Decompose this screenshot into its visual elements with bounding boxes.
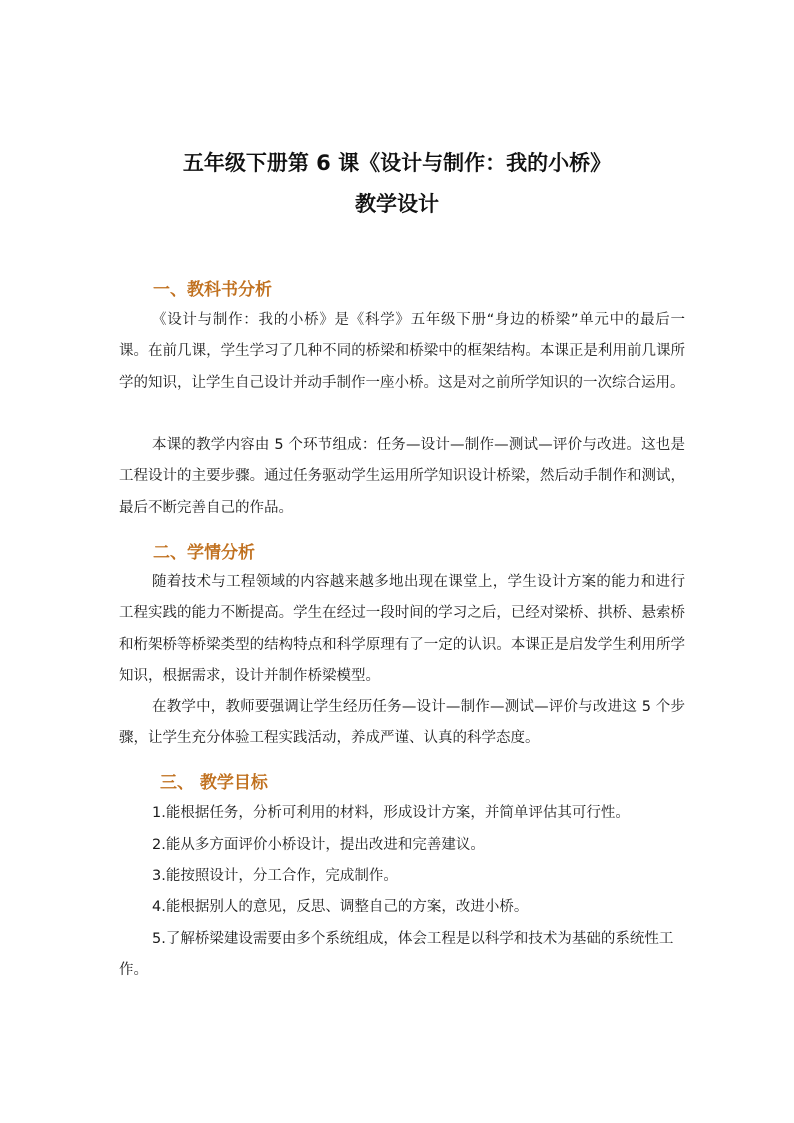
section-heading-textbook-analysis: 一、教科书分析	[153, 280, 272, 300]
section-heading-teaching-goals: 三、 教学目标	[160, 773, 268, 793]
paragraph: 本课的教学内容由 5 个环节组成：任务—设计—制作—测试—评价与改进。这也是工程设计的主要步骤。通过任务驱动学生运用所学知识设计桥梁，然后动手制作和测试，最后不断完善自己的作品。	[119, 437, 685, 516]
paragraph: 在教学中，教师要强调让学生经历任务—设计—制作—测试—评价与改进这 5 个步骤，让学生充分体验工程实践活动，养成严谨、认真的科学态度。	[119, 699, 685, 747]
goal-item: 1.能根据任务，分析可利用的材料，形成设计方案，并简单评估其可行性。	[152, 805, 630, 821]
document-title: 五年级下册第 6 课《设计与制作：我的小桥》	[182, 151, 612, 175]
section-heading-student-analysis: 二、学情分析	[153, 543, 255, 563]
paragraph: 《设计与制作：我的小桥》是《科学》五年级下册“身边的桥梁”单元中的最后一课。在前几课，学生学习了几种不同的桥梁和桥梁中的框架结构。本课正是利用前几课所学的知识，让学生自己设计并动手制作一座小桥。这是对之前所学知识的一次综合运用。	[119, 312, 685, 391]
document-subtitle: 教学设计	[355, 192, 439, 216]
goal-item: 5.了解桥梁建设需要由多个系统组成，体会工程是以科学和技术为基础的系统性工作。	[119, 931, 674, 979]
goal-item: 4.能根据别人的意见，反思、调整自己的方案，改进小桥。	[152, 899, 529, 915]
goal-item: 3.能按照设计，分工合作，完成制作。	[152, 868, 398, 884]
goal-item: 2.能从多方面评价小桥设计，提出改进和完善建议。	[152, 837, 485, 853]
paragraph: 随着技术与工程领域的内容越来越多地出现在课堂上，学生设计方案的能力和进行工程实践的能力不断提高。学生在经过一段时间的学习之后，已经对梁桥、拱桥、悬索桥和桁架桥等桥梁类型的结构特点和科学原理有了一定的认识。本课正是启发学生利用所学知识，根据需求，设计并制作桥梁模型。	[119, 574, 685, 684]
